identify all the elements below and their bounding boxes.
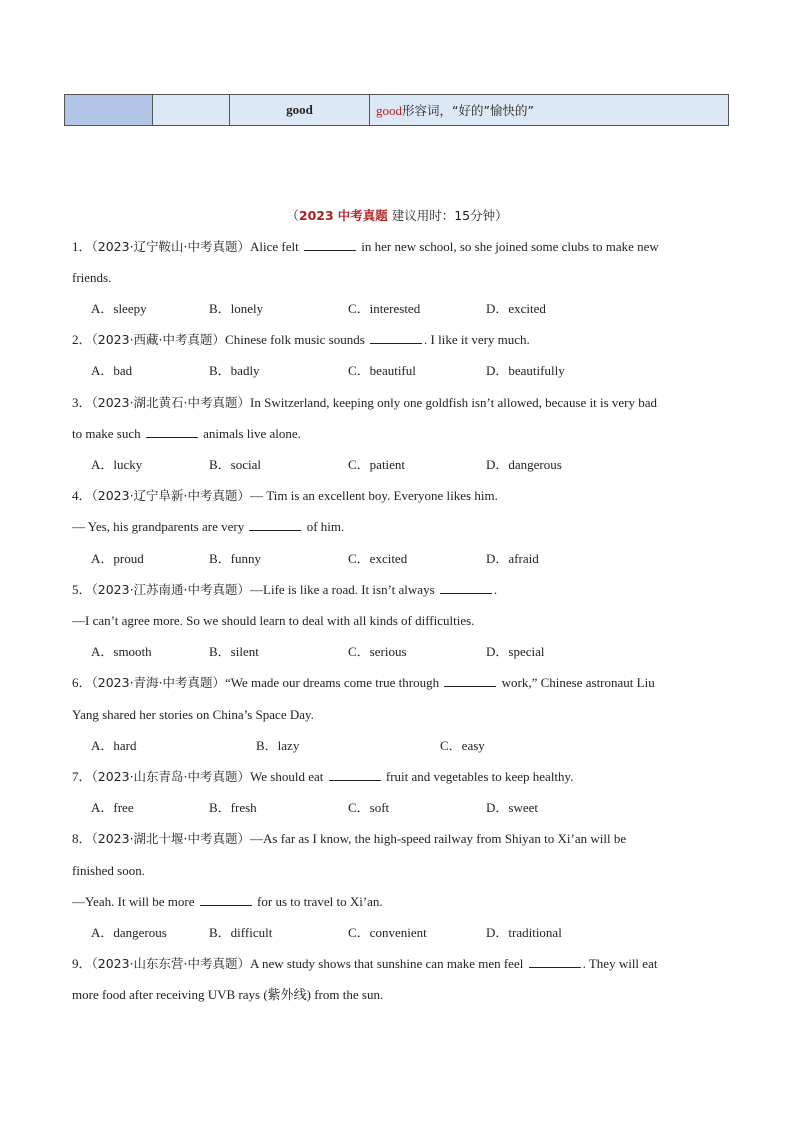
table-cell-empty: [65, 95, 153, 126]
answer-blank: [146, 425, 198, 438]
heading-title: 中考真题: [337, 208, 388, 223]
option-c: C．serious: [348, 644, 407, 659]
question-3-line2: [72, 425, 301, 443]
option-a: A．lucky: [91, 457, 143, 472]
question-3: [72, 394, 657, 412]
option-a: A．hard: [91, 738, 137, 753]
question-text: in her new school, so she joined some clubs to make new: [361, 239, 659, 254]
question-source: （2023·山东东营·中考真题）: [91, 956, 251, 971]
option-c: C．soft: [348, 800, 390, 815]
question-text: We should eat: [250, 769, 324, 784]
question-text: finished soon.: [72, 863, 145, 878]
option-c: C．beautiful: [348, 363, 416, 378]
question-source: （2023·青海·中考真题）: [91, 675, 226, 690]
question-number: 8．: [72, 831, 92, 846]
table-cell-empty: [153, 95, 230, 126]
option-b: B．social: [209, 457, 261, 472]
question-text: Yang shared her stories on China’s Space Day.: [72, 707, 314, 722]
question-text: —As far as I know, the high-speed railway from Shiyan to Xi’an will be: [250, 831, 627, 846]
table-cell-note: [370, 95, 729, 126]
answer-blank: [200, 893, 252, 906]
answer-blank: [329, 768, 381, 781]
question-number: 7．: [72, 769, 92, 784]
option-b: B．difficult: [209, 925, 273, 940]
option-a: A．sleepy: [91, 301, 147, 316]
question-number: 4．: [72, 488, 92, 503]
question-text: —I can’t agree more. So we should learn to deal with all kinds of difficulties.: [72, 613, 475, 628]
question-2-options: [91, 362, 731, 380]
question-text: . They will eat: [582, 956, 658, 971]
heading-time: 建议用时：15分钟: [391, 208, 496, 223]
question-source: （2023·辽宁鞍山·中考真题）: [91, 239, 251, 254]
question-number: 9．: [72, 956, 92, 971]
option-d: D．excited: [486, 301, 546, 316]
question-text: of him.: [306, 519, 345, 534]
option-b: B．lazy: [256, 738, 300, 753]
option-a: A．bad: [91, 363, 133, 378]
question-8: [72, 830, 626, 848]
question-source: （2023·湖北黄石·中考真题）: [91, 395, 251, 410]
question-1: [72, 238, 659, 256]
option-d: D．beautifully: [486, 363, 565, 378]
question-source: （2023·山东青岛·中考真题）: [91, 769, 251, 784]
option-a: A．dangerous: [91, 925, 167, 940]
option-b: B．silent: [209, 644, 259, 659]
question-text: “We made our dreams come true through: [225, 675, 440, 690]
note-meaning: 形容词，“好的”愉快的”: [402, 103, 534, 118]
question-3-options: [91, 456, 731, 474]
answer-blank: [444, 674, 496, 687]
question-number: 5．: [72, 582, 92, 597]
question-5-options: [91, 643, 731, 661]
question-number: 1．: [72, 239, 92, 254]
option-b: B．badly: [209, 363, 260, 378]
answer-blank: [304, 238, 356, 251]
note-word: good: [376, 103, 402, 118]
table-row: [65, 95, 729, 126]
question-text: work,” Chinese astronaut Liu: [501, 675, 655, 690]
table-cell-word: good: [230, 95, 370, 126]
question-text: — Yes, his grandparents are very: [72, 519, 245, 534]
question-text: to make such: [72, 426, 141, 441]
question-text: —Yeah. It will be more: [72, 894, 195, 909]
question-text: animals live alone.: [203, 426, 301, 441]
option-c: C．excited: [348, 551, 408, 566]
question-text: . I like it very much.: [424, 332, 530, 347]
question-7: [72, 768, 573, 786]
question-text: .: [493, 582, 498, 597]
option-d: D．dangerous: [486, 457, 562, 472]
option-d: D．afraid: [486, 551, 539, 566]
question-6-options: [91, 737, 731, 755]
answer-blank: [440, 581, 492, 594]
option-a: A．smooth: [91, 644, 152, 659]
answer-blank: [370, 331, 422, 344]
option-d: D．traditional: [486, 925, 562, 940]
question-text: In Switzerland, keeping only one goldfish isn’t allowed, because it is very bad: [250, 395, 658, 410]
question-number: 2．: [72, 332, 92, 347]
option-c: C．easy: [440, 738, 485, 753]
question-9: [72, 955, 657, 973]
question-text: friends.: [72, 270, 112, 285]
heading-year: 2023: [298, 208, 334, 223]
option-c: C．patient: [348, 457, 406, 472]
option-b: B．lonely: [209, 301, 264, 316]
question-text: — Tim is an excellent boy. Everyone likes him.: [250, 488, 498, 503]
question-source: （2023·辽宁阜新·中考真题）: [91, 488, 251, 503]
question-number: 3．: [72, 395, 92, 410]
question-text: Alice felt: [250, 239, 299, 254]
question-4: [72, 487, 498, 505]
answer-blank: [529, 955, 581, 968]
option-c: C．convenient: [348, 925, 427, 940]
option-c: C．interested: [348, 301, 421, 316]
question-4-options: [91, 550, 731, 568]
option-b: B．fresh: [209, 800, 257, 815]
vocab-table-row: [64, 94, 729, 126]
question-7-options: [91, 799, 731, 817]
question-text: Chinese folk music sounds: [225, 332, 365, 347]
question-text: more food after receiving UVB rays (紫外线) from the sun.: [72, 987, 384, 1002]
question-8-line3: [72, 893, 383, 911]
question-5: [72, 581, 497, 599]
question-8-options: [91, 924, 731, 942]
option-a: A．free: [91, 800, 134, 815]
question-2: [72, 331, 530, 349]
question-source: （2023·江苏南通·中考真题）: [91, 582, 251, 597]
option-b: B．funny: [209, 551, 262, 566]
question-source: （2023·西藏·中考真题）: [91, 332, 226, 347]
option-d: D．special: [486, 644, 545, 659]
question-text: for us to travel to Xi’an.: [257, 894, 383, 909]
question-1-options: [91, 300, 731, 318]
question-6: [72, 674, 655, 692]
question-text: fruit and vegetables to keep healthy.: [385, 769, 574, 784]
question-text: A new study shows that sunshine can make men feel: [250, 956, 524, 971]
section-heading: （2023 中考真题 建议用时：15分钟）: [286, 208, 508, 223]
option-d: D．sweet: [486, 800, 538, 815]
question-number: 6．: [72, 675, 92, 690]
question-text: —Life is like a road. It isn’t always: [250, 582, 435, 597]
answer-blank: [249, 518, 301, 531]
question-source: （2023·湖北十堰·中考真题）: [91, 831, 251, 846]
option-a: A．proud: [91, 551, 144, 566]
question-4-line2: [72, 518, 344, 536]
